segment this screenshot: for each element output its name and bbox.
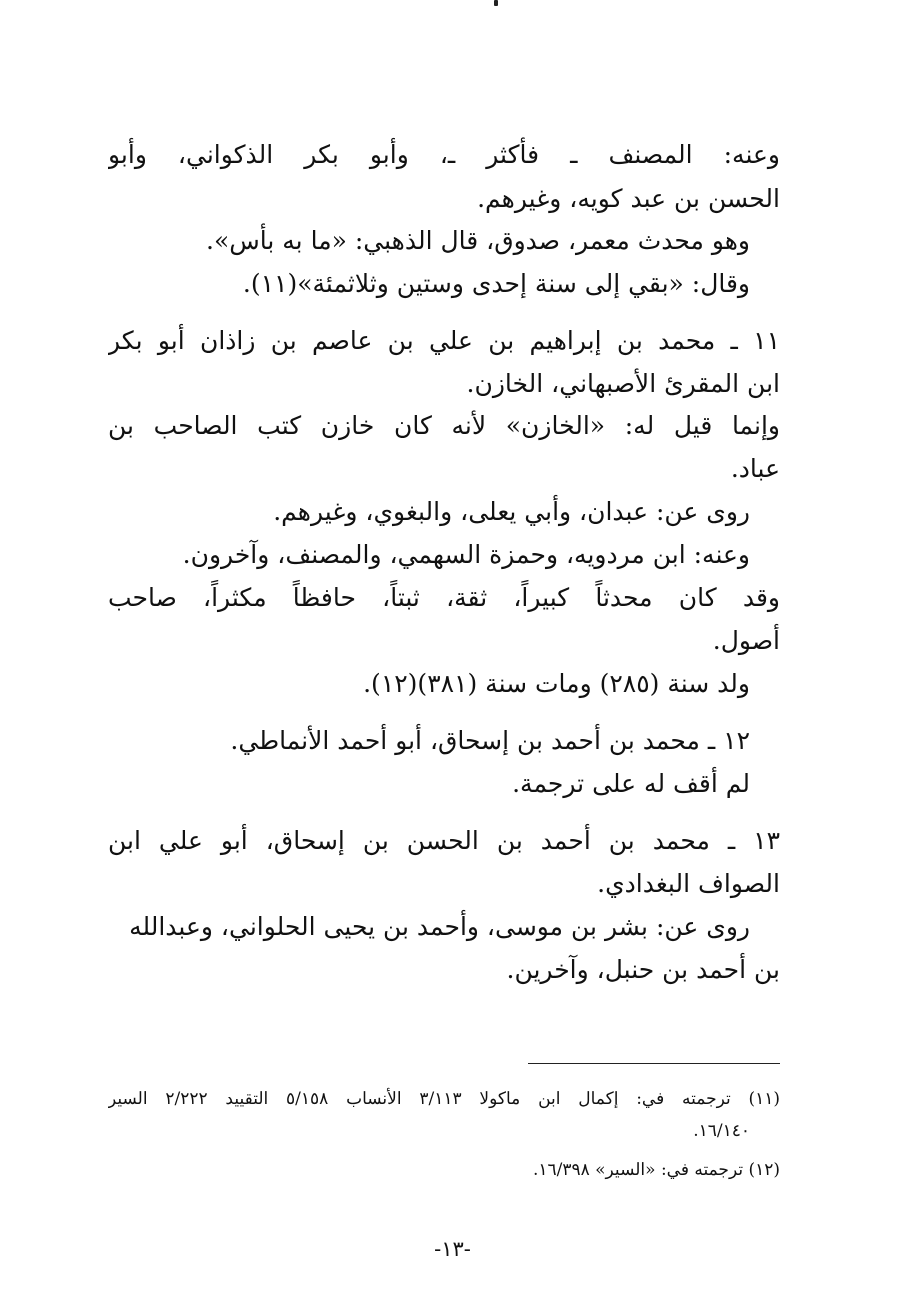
entry-heading: ١٣ ـ محمد بن أحمد بن الحسن بن إسحاق، أبو علي ابن <box>108 826 780 855</box>
text-line: الحسن بن عبد كويه، وغيرهم. <box>477 184 780 213</box>
text-line: لم أقف له على ترجمة. <box>512 769 750 798</box>
text-line: أصول. <box>712 626 780 655</box>
footnote: (١٢) ترجمته في: «السير» ١٦/٣٩٨. <box>532 1160 780 1180</box>
entry-heading: ١١ ـ محمد بن إبراهيم بن علي بن عاصم بن زاذان أبو بكر <box>108 326 780 355</box>
entry-heading: ١٢ ـ محمد بن أحمد بن إسحاق، أبو أحمد الأنماطي. <box>230 726 750 755</box>
text-line: ولد سنة (٢٨٥) ومات سنة (٣٨١)(١٢). <box>363 669 750 698</box>
text-line: وقد كان محدثاً كبيراً، ثقة، ثبتاً، حافظاً مكثراً، صاحب <box>108 583 780 612</box>
text-line: بن أحمد بن حنبل، وآخرين. <box>506 955 780 984</box>
text-line: وهو محدث معمر، صدوق، قال الذهبي: «ما به بأس». <box>206 226 750 255</box>
text-line: روى عن: عبدان، وأبي يعلى، والبغوي، وغيرهم. <box>273 497 750 526</box>
text-line: روى عن: بشر بن موسى، وأحمد بن يحيى الحلواني، وعبدالله <box>129 912 750 941</box>
text-line: عباد. <box>730 454 780 483</box>
text-line: وقال: «بقي إلى سنة إحدى وستين وثلاثمئة»(١١). <box>242 269 750 298</box>
top-mark <box>494 0 498 6</box>
footnote-separator <box>528 1063 780 1064</box>
footnote: (١١) ترجمته في: إكمال ابن ماكولا ٣/١١٣ الأنساب ٥/١٥٨ التقييد ٢/٢٢٢ السير <box>108 1089 780 1109</box>
text-line: ابن المقرئ الأصبهاني، الخازن. <box>466 369 780 398</box>
page-number: -١٣- <box>434 1237 471 1261</box>
text-line: وعنه: ابن مردويه، وحمزة السهمي، والمصنف، وآخرون. <box>182 540 750 569</box>
text-line: الصواف البغدادي. <box>597 869 780 898</box>
footnote: ١٦/١٤٠. <box>693 1121 750 1141</box>
text-line: وعنه: المصنف ـ فأكثر ـ، وأبو بكر الذكواني، وأبو <box>108 140 780 169</box>
text-line: وإنما قيل له: «الخازن» لأنه كان خازن كتب الصاحب بن <box>108 411 780 440</box>
